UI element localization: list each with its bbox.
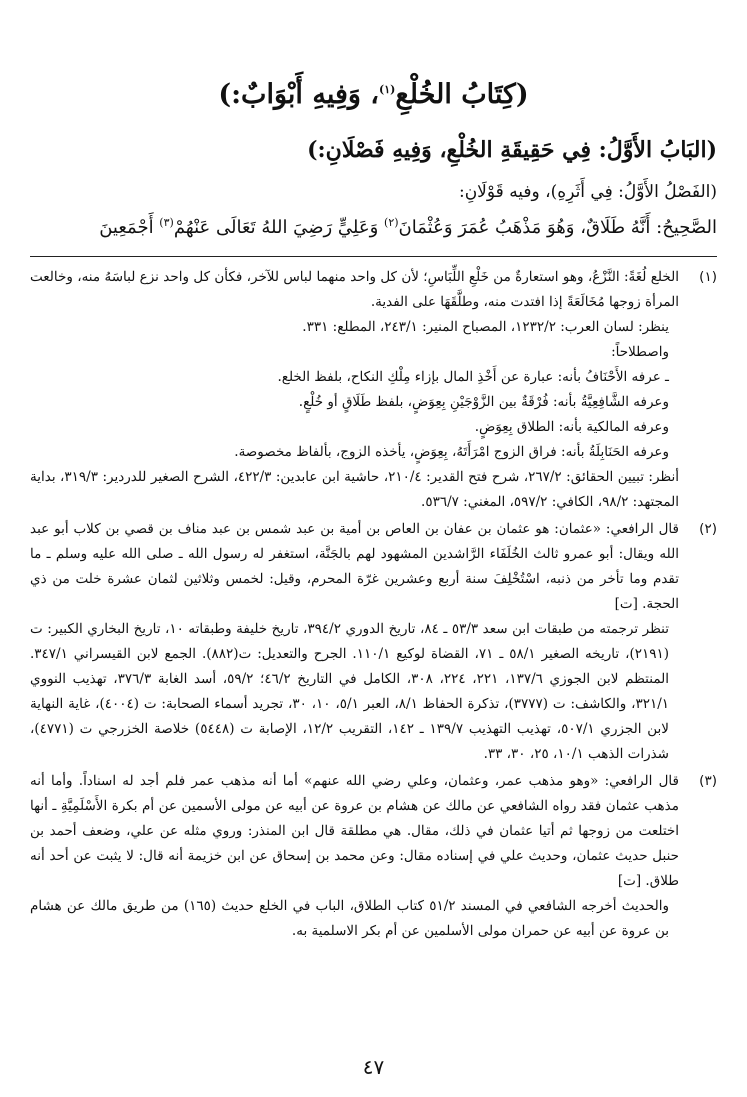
- footnote-paragraph: ينظر: لسان العرب: ١٢٣٢/٢، المصباح المنير: ٢٤٣/١، المطلع: ٣٣١.: [302, 319, 669, 335]
- footnote-body: [30, 769, 679, 944]
- footnote-paragraph: الخلع لُغَةً: النَّزْعُ، وهو استعارةٌ من خَلْعِ اللِّبَاسِ؛ لأن كل واحد منهما لباس للآخر، فكأن كل واحد نزع لباسَهُ منه، وخالعت المرأة زوجها مُخَالَعَةً إذا افتدت منه، وطلَّقَهَا على الفدية.: [30, 269, 679, 310]
- footnote-paragraph: قال الرافعي: «عثمان: هو عثمان بن عفان بن العاص بن أمية بن عبد شمس بن عبد مناف بن قصي بن كلاب أبو عبد الله ويقال: أبو عمرو ثالث الخُلَفَاء الرَّاشدين المشهود لهم بالجَنَّة، استغفر له رسول الله ـ صلى الله عليه وسلم ـ ما تقدم وما تأخر من ذنبه، اسْتُخْلِفَ سنة أربع وعشرين غرّة المحرم، وقيل: لخمس وثلاثين لثمان عشرة خلت من ذي الحجة. [ت]: [30, 521, 679, 612]
- footnote-2: [30, 517, 717, 767]
- footnote-paragraph: والحديث أخرجه الشافعي في المسند ٥١/٢ كتاب الطلاق، الباب في الخلع حديث (١٦٥) من طريق مالك عن هشام بن عروة عن أبيه عن حمران مولى الأسلمين عن أم بكر الاسلمية به.: [30, 898, 669, 939]
- footnote-body: [30, 517, 679, 767]
- book-title-rest: ، وَفِيهِ أَبْوَابٌ:): [218, 79, 380, 110]
- footnote-paragraph: أنظر: تبيين الحقائق: ٢٦٧/٢، شرح فتح القدير: ٢١٠/٤، حاشية ابن عابدين: ٤٢٢/٣، الشرح الصغير للدردير: ٣١٩/٣، بداية المجتهد: ٩٨/٢، الكافي: ٥٩٧/٢، المغني: ٥٣٦/٧.: [30, 469, 680, 510]
- footnote-number: (١): [699, 269, 717, 285]
- footnote-3: [30, 769, 717, 944]
- footnote-ref-3[interactable]: (٣): [159, 216, 174, 229]
- footnote-paragraph: تنظر ترجمته من طبقات ابن سعد ٥٣/٣ ـ ٨٤، تاريخ الدوري ٣٩٤/٢، تاريخ خليفة وطبقاته ١٠، تاريخ البخاري الكبير: ت (٢١٩١)، تاريخه الصغير ٥٨/١ ـ ٧١، القضاة لوكيع ١١٠/١. الجرح والتعديل: ت(٨٨٢). الجمع لابن القيسراني ٣٤٧/١. المنتظم لابن الجوزي ١٣٧/٦، ٢٢١، ٢٢٤، ٣٠٨، الكامل في التاريخ ٤٦/٢؛ ٥٩/٢، أسد الغابة ٣٧٦/٣، تهذيب النووي ٣٢١/١، والكاشف: ت (٣٧٧٧)، تذكرة الحفاظ ٨/١، العبر ٥/١، ١٠، ٣٠، تجريد أسماء الصحابة: ت (٤٠٠٤)، غاية النهاية لابن الجزري ٥٠٧/١، تهذيب التهذيب ١٣٩/٧ ـ ١٤٢، التقريب ١٢/٢، الإصابة ت (٥٤٤٨) خلاصة الخزرجي ت (٤٧٧١)، شذرات الذهب ١٠/١، ٢٥، ٣٠، ٣٣.: [30, 621, 670, 762]
- book-title: [30, 70, 717, 115]
- footnote-ref-2[interactable]: (٢): [384, 216, 399, 229]
- main-text-part3: أَجْمَعِينَ: [99, 217, 160, 238]
- main-text-part2: وَعَلِيٍّ رَضِيَ اللهُ تَعَالَى عَنْهُمْ: [173, 217, 385, 238]
- footnote-divider: [30, 256, 717, 257]
- footnote-ref-1[interactable]: (١): [379, 83, 396, 96]
- footnote-paragraph: ـ عرفه الأَحْنَافُ بأنه: عبارة عن أَخْذِ المال بإزاء مِلْكِ النكاح، بلفظ الخلع.: [277, 369, 669, 385]
- book-title-text: (كِتَابُ الخُلْعِ: [395, 79, 529, 110]
- footnote-paragraph: قال الرافعي: «وهو مذهب عمر، وعثمان، وعلي رضي الله عنهم» أما أنه مذهب عمر فلم أجد له اسناداً. وأما أنه مذهب عثمان فقد رواه الشافعي عن مالك عن هشام بن عروة عن أبيه عن مولى الأسمين عن أم بكرة الأَسْلَمِيَّةِ ـ أنها اختلعت من زوجها ثم أتيا عثمان في ذلك، مقال. هي مطلقة قال ابن المنذر: وروي مثله عن علي، وضعف أحمد بن حنبل حديث عثمان، وحديث علي في إسناده مقال: وعن محمد بن إسحاق عن ابن خزيمة أنه قال: لا يثبت عن أحد أنه طلاق. [ت]: [30, 773, 679, 889]
- footnote-paragraph: وعرفه المالكية بأنه: الطلاق بِعِوَضٍ.: [474, 419, 669, 435]
- page-body: [30, 70, 717, 946]
- chapter-title: (البَابُ الأَوَّلُ: فِي حَقِيقَةِ الخُلْعِ، وَفِيهِ فَصْلَانِ:): [307, 137, 717, 163]
- section-heading: (الفَصْلُ الأَوَّلُ: فِي أَثَرِهِ)، وفيه قَوْلَانِ:: [458, 182, 717, 202]
- main-text: [30, 207, 717, 244]
- footnote-paragraph: وعرفه الشَّافِعِيَّةُ بأنه: فُرْقَةٌ بين الزَّوْجَيْنِ بِعِوَضٍ، بلفظ طَلَاقٍ أو خُلْعٍ.: [298, 394, 669, 410]
- footnote-paragraph: واصطلاحاً:: [611, 344, 669, 360]
- footnote-paragraph: وعرفه الحَنَابِلَةُ بأنه: فراق الزوج امْرَأَتَهُ، بِعِوَضٍ، يأخذه الزوج، بألفاظ مخصوصة.: [234, 444, 669, 460]
- footnote-1: [30, 265, 717, 515]
- footnote-body: [30, 265, 679, 515]
- footnote-number: (٢): [699, 521, 717, 537]
- footnote-number: (٣): [699, 773, 717, 789]
- main-text-part1: الصَّحِيحُ: أَنَّهُ طَلَاقٌ، وَهُوَ مَذْهَبُ عُمَرَ وَعُثْمَانَ: [398, 217, 717, 238]
- page-number: ٤٧: [362, 1055, 385, 1079]
